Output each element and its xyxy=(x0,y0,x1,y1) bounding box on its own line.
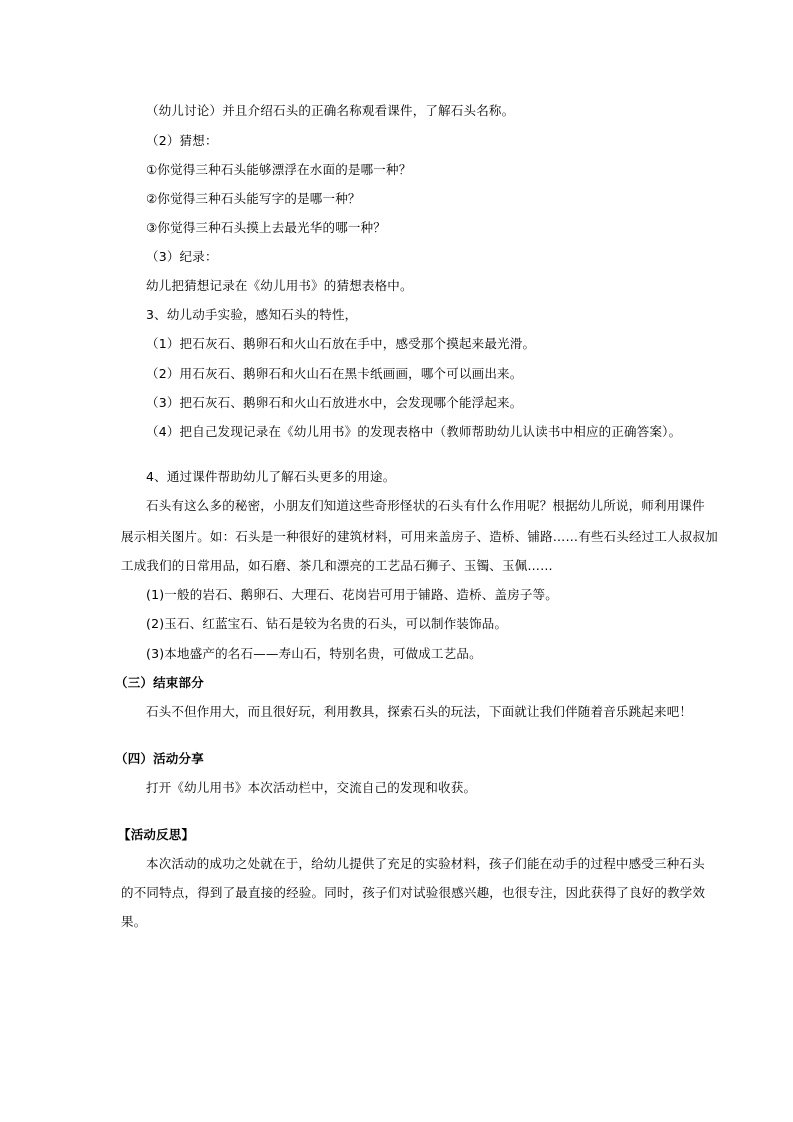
text-line: （2）猜想： xyxy=(146,133,218,148)
text-line: 展示相关图片。如：石头是一种很好的建筑材料，可用来盖房子、造桥、铺路……有些石头经过工人叔叔加 xyxy=(121,529,718,544)
text-line: 4、通过课件帮助幼儿了解石头更多的用途。 xyxy=(146,469,396,484)
text-line: （4）把自己发现记录在《幼儿用书》的发现表格中（教师帮助幼儿认读书中相应的正确答案）。 xyxy=(146,424,682,439)
text-line: 本次活动的成功之处就在于，给幼儿提供了充足的实验材料，孩子们能在动手的过程中感受三种石头 xyxy=(146,856,705,871)
text-line: ③你觉得三种石头摸上去最光华的哪一种？ xyxy=(146,220,387,235)
text-line: （1）把石灰石、鹅卵石和火山石放在手中，感受那个摸起来最光滑。 xyxy=(146,336,536,351)
text-line: （2）用石灰石、鹅卵石和火山石在黑卡纸画画，哪个可以画出来。 xyxy=(146,366,523,381)
text-line: (3)本地盛产的名石——寿山石，特别名贵，可做成工艺品。 xyxy=(146,646,482,661)
text-line: 3、幼儿动手实验，感知石头的特性， xyxy=(146,307,358,322)
text-line: (1)一般的岩石、鹅卵石、大理石、花岗岩可用于铺路、造桥、盖房子等。 xyxy=(146,587,559,602)
text-line: 果。 xyxy=(121,914,147,929)
text-line: 石头有这么多的秘密，小朋友们知道这些奇形怪状的石头有什么作用呢？根据幼儿所说，师利用课件 xyxy=(146,498,705,513)
text-line: （3）纪录： xyxy=(146,249,218,264)
section-heading: （四）活动分享 xyxy=(115,751,204,766)
text-line: （3）把石灰石、鹅卵石和火山石放进水中，会发现哪个能浮起来。 xyxy=(146,395,523,410)
section-heading: 【活动反思】 xyxy=(118,827,195,842)
text-line: ②你觉得三种石头能写字的是哪一种？ xyxy=(146,191,361,206)
text-line: （幼儿讨论）并且介绍石头的正确名称观看课件，了解石头名称。 xyxy=(146,103,515,118)
text-line: 打开《幼儿用书》本次活动栏中，交流自己的发现和收获。 xyxy=(146,780,477,795)
text-line: 石头不但作用大，而且很好玩，利用教具，探索石头的玩法，下面就让我们伴随着音乐跳起来吧！ xyxy=(146,704,693,719)
text-line: 的不同特点，得到了最直接的经验。同时，孩子们对试验很感兴趣，也很专注，因此获得了良好的教学效 xyxy=(121,885,706,900)
text-line: 幼儿把猜想记录在《幼儿用书》的猜想表格中。 xyxy=(146,278,413,293)
text-line: 工成我们的日常用品，如石磨、茶几和漂亮的工艺品石狮子、玉镯、玉佩…… xyxy=(121,558,553,573)
text-line: ①你觉得三种石头能够漂浮在水面的是哪一种？ xyxy=(146,162,412,177)
section-heading: （三）结束部分 xyxy=(115,675,204,690)
text-line: (2)玉石、红蓝宝石、钻石是较为名贵的石头，可以制作装饰品。 xyxy=(146,616,508,631)
